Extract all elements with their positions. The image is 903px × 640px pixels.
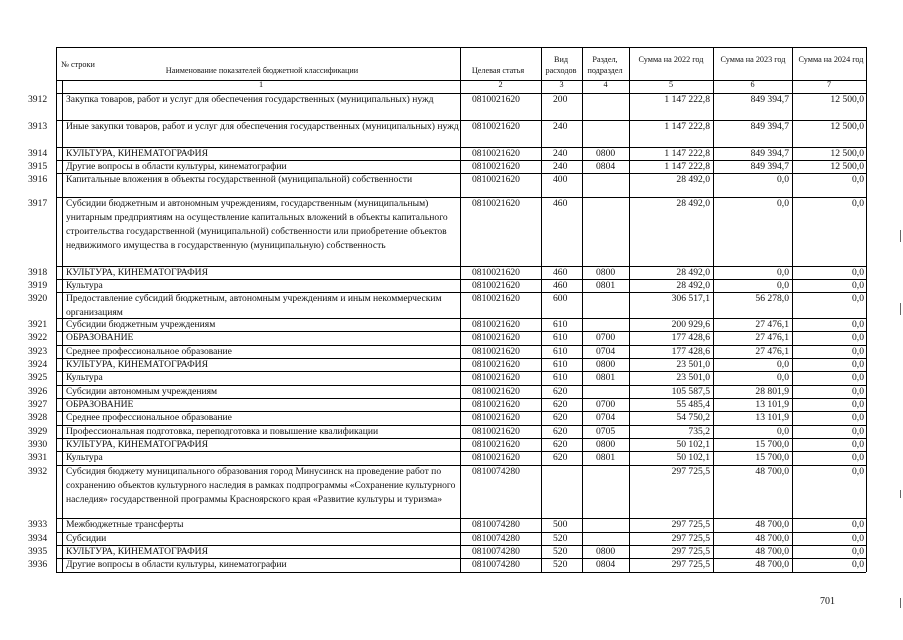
row-number: 3925	[28, 372, 48, 383]
row-target: 0810021620	[472, 121, 520, 132]
row-target: 0810021620	[472, 267, 520, 278]
table-rule	[866, 47, 867, 572]
row-sum-2023: 0,0	[777, 198, 789, 209]
row-section: 0800	[596, 359, 616, 370]
row-target: 0810021620	[472, 148, 520, 159]
row-sum-2023: 849 394,7	[750, 94, 789, 105]
row-section: 0801	[596, 452, 616, 463]
row-target: 0810074280	[472, 519, 520, 530]
row-sum-2022: 1 147 222,8	[664, 121, 710, 132]
row-sum-2022: 28 492,0	[676, 198, 710, 209]
row-number: 3922	[28, 332, 48, 343]
row-sum-2022: 735,2	[688, 426, 710, 437]
row-name: КУЛЬТУРА, КИНЕМАТОГРАФИЯ	[66, 148, 208, 159]
row-sum-2023: 0,0	[777, 174, 789, 185]
row-name: Субсидии бюджетным учреждениям	[66, 319, 216, 330]
row-name: Иные закупки товаров, работ и услуг для обеспечения государственных (муниципальных) нужд	[66, 121, 459, 132]
row-number: 3935	[28, 546, 48, 557]
row-sum-2024: 0,0	[852, 280, 864, 291]
row-sum-2022: 1 147 222,8	[664, 148, 710, 159]
row-number: 3921	[28, 319, 48, 330]
row-sum-2022: 297 725,5	[671, 466, 710, 477]
row-sum-2024: 12 500,0	[830, 148, 864, 159]
row-target: 0810074280	[472, 533, 520, 544]
column-index-5: 5	[668, 80, 674, 89]
row-type: 520	[553, 533, 568, 544]
scan-edge-mark	[900, 598, 901, 608]
header-name: Наименование показателей бюджетной классификации	[165, 66, 359, 75]
row-number: 3912	[28, 94, 48, 105]
row-sum-2022: 28 492,0	[676, 267, 710, 278]
row-name: ОБРАЗОВАНИЕ	[66, 332, 134, 343]
row-sum-2022: 200 929,6	[671, 319, 710, 330]
row-sum-2022: 23 501,0	[676, 372, 710, 383]
row-sum-2022: 28 492,0	[676, 280, 710, 291]
row-target: 0810021620	[472, 452, 520, 463]
row-target: 0810021620	[472, 346, 520, 357]
row-sum-2024: 0,0	[852, 359, 864, 370]
row-sum-2023: 48 700,0	[755, 559, 789, 570]
row-sum-2024: 0,0	[852, 412, 864, 423]
row-name: КУЛЬТУРА, КИНЕМАТОГРАФИЯ	[66, 546, 208, 557]
row-number: 3916	[28, 174, 48, 185]
row-type: 460	[553, 280, 568, 291]
row-sum-2022: 55 485,4	[676, 399, 710, 410]
row-type: 610	[553, 332, 568, 343]
row-name: Субсидия бюджету муниципального образования город Минусинск на проведение работ по сохранению объектов культурного наследия в рамках подпрограммы «Сохранение культурного наследия» государственной программы Красноярского края «Развитие культуры и туризма»	[66, 466, 456, 505]
column-index-1: 1	[258, 80, 264, 89]
row-target: 0810021620	[472, 372, 520, 383]
row-number: 3919	[28, 280, 48, 291]
row-number: 3933	[28, 519, 48, 530]
row-number: 3932	[28, 466, 48, 477]
header-type: Вид расходов	[545, 55, 577, 75]
column-index-2: 2	[498, 80, 503, 89]
row-name: КУЛЬТУРА, КИНЕМАТОГРАФИЯ	[66, 359, 208, 370]
row-type: 400	[553, 174, 568, 185]
row-number: 3913	[28, 121, 48, 132]
row-target: 0810021620	[472, 174, 520, 185]
row-sum-2023: 849 394,7	[750, 161, 789, 172]
table-rule	[56, 572, 866, 573]
row-target: 0810021620	[472, 386, 520, 397]
row-type: 240	[553, 121, 568, 132]
row-sum-2024: 0,0	[852, 346, 864, 357]
row-sum-2024: 0,0	[852, 519, 864, 530]
row-section: 0800	[596, 546, 616, 557]
row-number: 3934	[28, 533, 48, 544]
row-sum-2022: 297 725,5	[671, 519, 710, 530]
row-sum-2022: 28 492,0	[676, 174, 710, 185]
row-type: 520	[553, 559, 568, 570]
row-target: 0810021620	[472, 198, 520, 209]
row-sum-2022: 177 428,6	[671, 332, 710, 343]
row-name: Субсидии бюджетным и автономным учреждениям, государственным (муниципальным) унитарным предприятиям на осуществление капитальных вложений в объекты капитального строительства государственной (муниципальной) собственности или приобретение объектов недвижимого имущества в государственную (муниципальную) собственность	[66, 198, 448, 251]
header-row-number: № строки	[61, 60, 95, 69]
row-sum-2024: 0,0	[852, 426, 864, 437]
row-section: 0800	[596, 439, 616, 450]
row-type: 610	[553, 359, 568, 370]
row-name: ОБРАЗОВАНИЕ	[66, 399, 134, 410]
row-sum-2023: 0,0	[777, 426, 789, 437]
row-section: 0801	[596, 280, 616, 291]
row-type: 610	[553, 372, 568, 383]
row-sum-2024: 0,0	[852, 439, 864, 450]
row-target: 0810021620	[472, 332, 520, 343]
row-target: 0810021620	[472, 161, 520, 172]
table-rule	[62, 80, 63, 572]
row-sum-2023: 28 801,9	[755, 386, 789, 397]
row-name: Среднее профессиональное образование	[66, 346, 232, 357]
row-type: 200	[553, 94, 568, 105]
row-sum-2022: 105 587,5	[671, 386, 710, 397]
column-index-3: 3	[559, 80, 564, 89]
row-name: Культура	[66, 452, 103, 463]
row-target: 0810074280	[472, 466, 520, 477]
header-target: Целевая статья	[471, 66, 525, 75]
row-sum-2022: 177 428,6	[671, 346, 710, 357]
row-sum-2023: 849 394,7	[750, 121, 789, 132]
row-section: 0700	[596, 399, 616, 410]
row-number: 3924	[28, 359, 48, 370]
row-sum-2022: 306 517,1	[671, 293, 710, 304]
row-type: 610	[553, 346, 568, 357]
row-number: 3917	[28, 198, 48, 209]
row-sum-2022: 1 147 222,8	[664, 94, 710, 105]
scan-edge-mark	[900, 490, 901, 498]
row-sum-2022: 297 725,5	[671, 559, 710, 570]
row-type: 620	[553, 386, 568, 397]
row-sum-2023: 27 476,1	[755, 332, 789, 343]
row-target: 0810021620	[472, 426, 520, 437]
row-type: 520	[553, 546, 568, 557]
row-section: 0800	[596, 267, 616, 278]
row-sum-2023: 0,0	[777, 280, 789, 291]
row-sum-2022: 50 102,1	[676, 452, 710, 463]
row-name: Культура	[66, 372, 103, 383]
row-sum-2024: 0,0	[852, 533, 864, 544]
table-rule	[541, 47, 542, 572]
row-sum-2023: 27 476,1	[755, 319, 789, 330]
row-name: Закупка товаров, работ и услуг для обеспечения государственных (муниципальных) нужд	[66, 94, 434, 105]
row-sum-2024: 12 500,0	[830, 94, 864, 105]
row-sum-2023: 13 101,9	[755, 412, 789, 423]
row-sum-2022: 23 501,0	[676, 359, 710, 370]
row-number: 3928	[28, 412, 48, 423]
row-number: 3920	[28, 293, 48, 304]
column-index-6: 6	[750, 80, 755, 89]
row-sum-2023: 48 700,0	[755, 533, 789, 544]
row-type: 460	[553, 198, 568, 209]
header-section: Раздел, подраздел	[587, 55, 623, 75]
row-number: 3926	[28, 386, 48, 397]
row-section: 0804	[596, 559, 616, 570]
row-target: 0810021620	[472, 412, 520, 423]
row-target: 0810021620	[472, 399, 520, 410]
row-name: Культура	[66, 280, 103, 291]
row-name: Другие вопросы в области культуры, кинематографии	[66, 161, 287, 172]
row-sum-2024: 0,0	[852, 466, 864, 477]
row-target: 0810021620	[472, 293, 520, 304]
row-number: 3931	[28, 452, 48, 463]
row-sum-2024: 0,0	[852, 332, 864, 343]
column-index-4: 4	[603, 80, 608, 89]
row-number: 3927	[28, 399, 48, 410]
row-sum-2024: 0,0	[852, 174, 864, 185]
row-name: Субсидии автономным учреждениям	[66, 386, 218, 397]
row-target: 0810021620	[472, 280, 520, 291]
row-sum-2024: 12 500,0	[830, 161, 864, 172]
row-type: 620	[553, 426, 568, 437]
row-name: Другие вопросы в области культуры, кинематографии	[66, 559, 287, 570]
header-sum-2023: Сумма на 2023 год	[720, 55, 786, 64]
row-sum-2022: 297 725,5	[671, 533, 710, 544]
row-sum-2024: 0,0	[852, 452, 864, 463]
row-number: 3918	[28, 267, 48, 278]
row-name: КУЛЬТУРА, КИНЕМАТОГРАФИЯ	[66, 267, 208, 278]
row-sum-2024: 0,0	[852, 372, 864, 383]
row-sum-2023: 15 700,0	[755, 452, 789, 463]
row-number: 3930	[28, 439, 48, 450]
row-sum-2024: 0,0	[852, 386, 864, 397]
row-section: 0705	[596, 426, 616, 437]
row-name: Межбюджетные трансферты	[66, 519, 184, 530]
row-number: 3923	[28, 346, 48, 357]
row-type: 240	[553, 161, 568, 172]
row-name: Профессиональная подготовка, переподготовка и повышение квалификации	[66, 426, 379, 437]
row-target: 0810021620	[472, 359, 520, 370]
row-number: 3936	[28, 559, 48, 570]
row-type: 620	[553, 439, 568, 450]
row-sum-2023: 48 700,0	[755, 466, 789, 477]
row-sum-2023: 48 700,0	[755, 546, 789, 557]
row-section: 0800	[596, 148, 616, 159]
row-sum-2023: 56 278,0	[755, 293, 789, 304]
row-sum-2022: 50 102,1	[676, 439, 710, 450]
row-name: Предоставление субсидий бюджетным, автономным учреждениям и иным некоммерческим организациям	[66, 293, 442, 318]
row-name: Субсидии	[66, 533, 107, 544]
row-sum-2024: 12 500,0	[830, 121, 864, 132]
row-target: 0810021620	[472, 94, 520, 105]
row-sum-2024: 0,0	[852, 267, 864, 278]
row-sum-2024: 0,0	[852, 399, 864, 410]
row-name: Капитальные вложения в объекты государственной (муниципальной) собственности	[66, 174, 413, 185]
row-sum-2024: 0,0	[852, 559, 864, 570]
row-sum-2024: 0,0	[852, 546, 864, 557]
row-section: 0804	[596, 161, 616, 172]
row-type: 620	[553, 399, 568, 410]
row-type: 620	[553, 452, 568, 463]
table-rule	[460, 47, 461, 572]
row-sum-2024: 0,0	[852, 293, 864, 304]
row-type: 240	[553, 148, 568, 159]
row-number: 3914	[28, 148, 48, 159]
row-number: 3915	[28, 161, 48, 172]
row-sum-2024: 0,0	[852, 198, 864, 209]
row-target: 0810074280	[472, 546, 520, 557]
row-target: 0810021620	[472, 439, 520, 450]
row-sum-2023: 0,0	[777, 267, 789, 278]
row-type: 500	[553, 519, 568, 530]
row-sum-2023: 13 101,9	[755, 399, 789, 410]
table-rule	[56, 47, 866, 48]
row-sum-2023: 0,0	[777, 372, 789, 383]
row-sum-2023: 15 700,0	[755, 439, 789, 450]
row-section: 0801	[596, 372, 616, 383]
header-sum-2024: Сумма на 2024 год	[798, 55, 864, 64]
row-sum-2022: 297 725,5	[671, 546, 710, 557]
page-number: 701	[820, 596, 835, 607]
row-sum-2023: 27 476,1	[755, 346, 789, 357]
row-sum-2023: 0,0	[777, 359, 789, 370]
row-number: 3929	[28, 426, 48, 437]
row-target: 0810021620	[472, 319, 520, 330]
row-sum-2023: 849 394,7	[750, 148, 789, 159]
table-rule	[582, 47, 583, 572]
row-type: 620	[553, 412, 568, 423]
row-section: 0700	[596, 332, 616, 343]
row-type: 610	[553, 319, 568, 330]
row-section: 0704	[596, 412, 616, 423]
row-sum-2023: 48 700,0	[755, 519, 789, 530]
row-sum-2022: 54 750,2	[676, 412, 710, 423]
row-name: КУЛЬТУРА, КИНЕМАТОГРАФИЯ	[66, 439, 208, 450]
row-target: 0810074280	[472, 559, 520, 570]
column-index-7: 7	[826, 80, 832, 89]
row-section: 0704	[596, 346, 616, 357]
row-sum-2024: 0,0	[852, 319, 864, 330]
row-type: 600	[553, 293, 568, 304]
row-sum-2022: 1 147 222,8	[664, 161, 710, 172]
header-sum-2022: Сумма на 2022 год	[638, 55, 704, 64]
scan-edge-mark	[900, 230, 901, 242]
scan-edge-mark	[900, 303, 901, 315]
row-type: 460	[553, 267, 568, 278]
row-name: Среднее профессиональное образование	[66, 412, 232, 423]
